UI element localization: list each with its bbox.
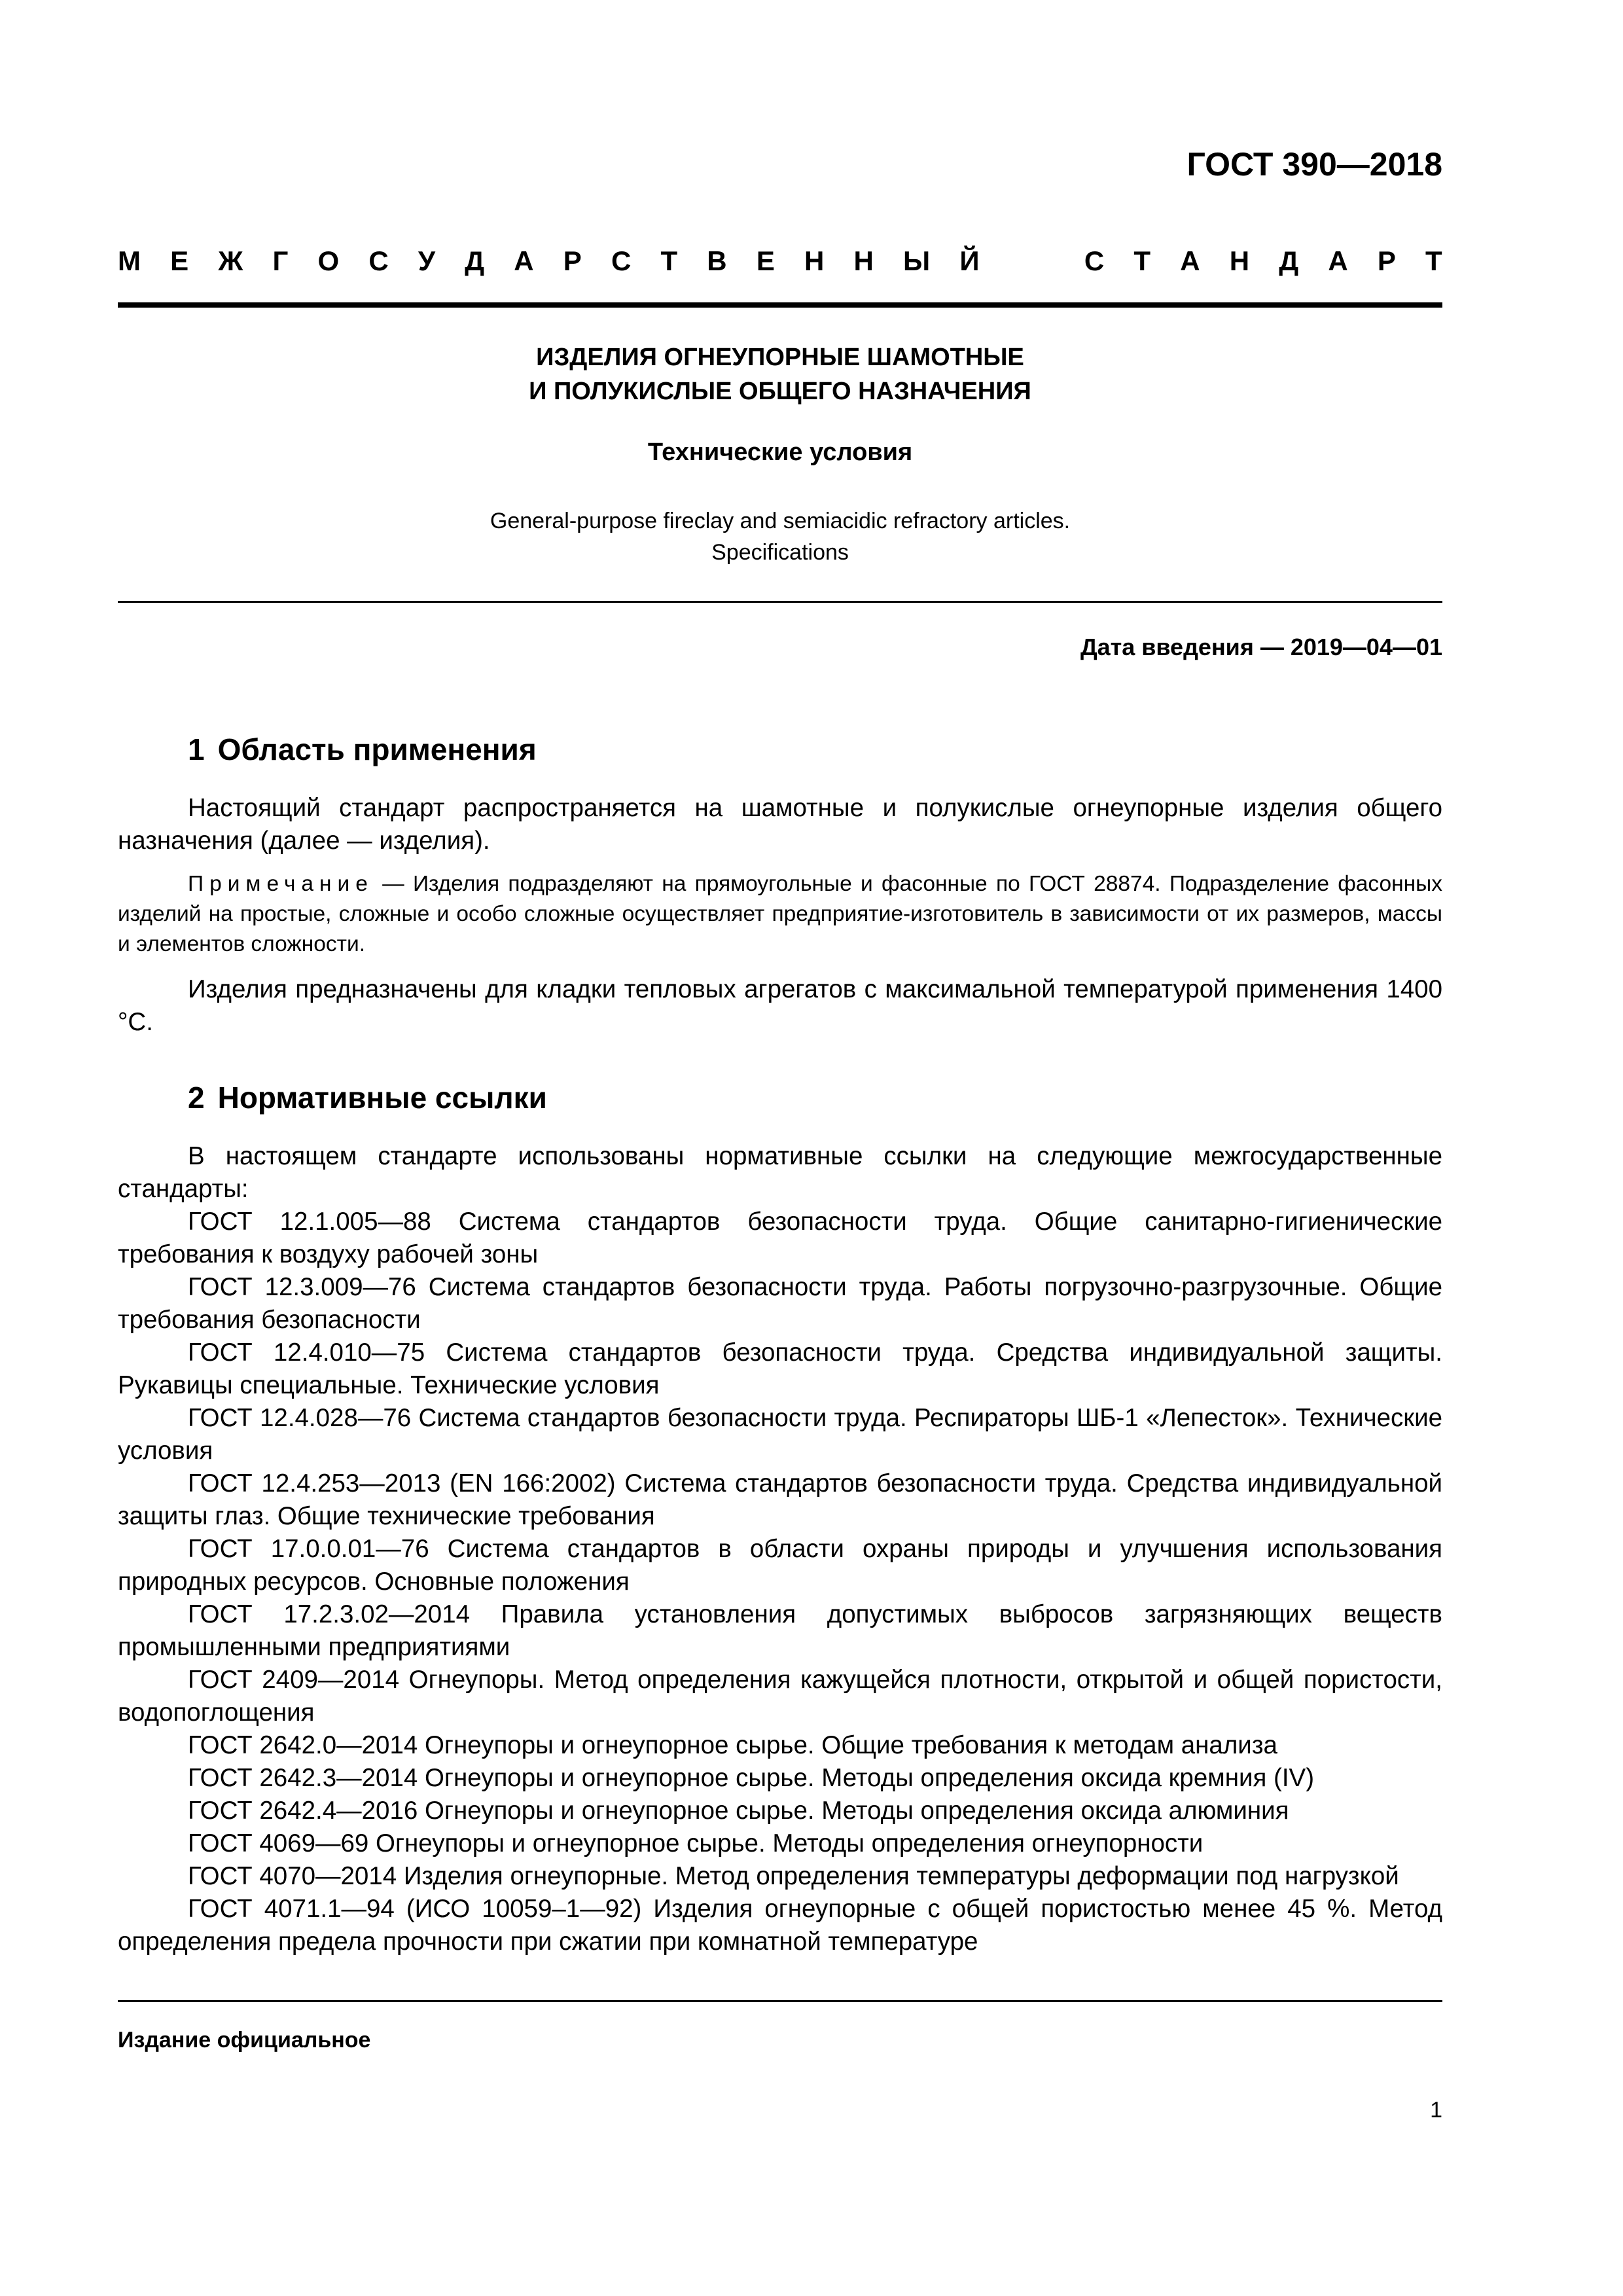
banner-letter: У bbox=[418, 245, 435, 276]
banner-letter: М bbox=[118, 245, 141, 276]
banner-letter: Й bbox=[959, 245, 980, 276]
banner-letter: А bbox=[1328, 245, 1348, 276]
banner-letter: В bbox=[707, 245, 727, 276]
banner-letter: Е bbox=[756, 245, 775, 276]
section-1-paragraph-2: Изделия предназначены для кладки тепловых агрегатов с максимальной температурой применения 1400 °С. bbox=[118, 975, 1442, 1036]
section-2-intro: В настоящем стандарте использованы нормативные ссылки на следующие межгосударственные стандарты: bbox=[118, 1142, 1442, 1203]
section-1-note bbox=[118, 869, 1442, 960]
section-1-title: Область применения bbox=[217, 732, 537, 766]
reference-item: ГОСТ 12.4.253—2013 (EN 166:2002) Система стандартов безопасности труда. Средства индивидуальной защиты глаз. Общие технические требования bbox=[118, 1469, 1442, 1530]
banner-letter: С bbox=[1084, 245, 1105, 276]
reference-item: ГОСТ 17.2.3.02—2014 Правила установления допустимых выбросов загрязняющих веществ промышленными предприятиями bbox=[118, 1600, 1442, 1661]
banner-letter: Ы bbox=[903, 245, 931, 276]
reference-item: ГОСТ 17.0.0.01—76 Система стандартов в области охраны природы и улучшения использования природных ресурсов. Основные положения bbox=[118, 1535, 1442, 1596]
reference-item: ГОСТ 12.4.010—75 Система стандартов безопасности труда. Средства индивидуальной защиты. Рукавицы специальные. Технические условия bbox=[118, 1338, 1442, 1399]
banner-letter: Т bbox=[1133, 245, 1151, 276]
document-title-en bbox=[118, 505, 1442, 568]
section-1-number: 1 bbox=[188, 732, 205, 766]
reference-item: ГОСТ 2642.4—2016 Огнеупоры и огнеупорное сырье. Методы определения оксида алюминия bbox=[188, 1797, 1289, 1825]
title-rule bbox=[118, 601, 1442, 603]
banner-letter: Д bbox=[1279, 245, 1299, 276]
banner-letter: Т bbox=[1425, 245, 1442, 276]
note-label: Примечание bbox=[188, 872, 374, 896]
reference-item: ГОСТ 12.1.005—88 Система стандартов безопасности труда. Общие санитарно-гигиенические требования к воздуху рабочей зоны bbox=[118, 1208, 1442, 1268]
reference-item: ГОСТ 12.4.028—76 Система стандартов безопасности труда. Респираторы ШБ-1 «Лепесток». Технические условия bbox=[118, 1404, 1442, 1465]
reference-item: ГОСТ 4069—69 Огнеупоры и огнеупорное сырье. Методы определения огнеупорности bbox=[188, 1829, 1204, 1857]
banner-letter: А bbox=[1180, 245, 1200, 276]
reference-item: ГОСТ 2409—2014 Огнеупоры. Метод определения кажущейся плотности, открытой и общей пористости, водопоглощения bbox=[118, 1666, 1442, 1727]
title-en-line-1: General-purpose fireclay and semiacidic refractory articles. bbox=[490, 509, 1071, 533]
title-ru-line-1: ИЗДЕЛИЯ ОГНЕУПОРНЫЕ ШАМОТНЫЕ bbox=[536, 344, 1024, 371]
normative-references-list bbox=[118, 1206, 1442, 1958]
reference-item: ГОСТ 4070—2014 Изделия огнеупорные. Метод определения температуры деформации под нагрузкой bbox=[188, 1862, 1399, 1890]
banner-letter: Р bbox=[563, 245, 582, 276]
note-text: — Изделия подразделяют на прямоугольные и фасонные по ГОСТ 28874. Подразделение фасонных изделий на простые, сложные и особо сложные осуществляет предприятие-изготовитель в зависимости от их размеров, массы и элементов сложности. bbox=[118, 872, 1442, 956]
document-number: ГОСТ 390—2018 bbox=[1186, 146, 1442, 183]
banner-letter: Т bbox=[660, 245, 678, 276]
section-2-title: Нормативные ссылки bbox=[217, 1081, 547, 1115]
banner-letter: Н bbox=[1229, 245, 1250, 276]
banner-letter: Ж bbox=[218, 245, 243, 276]
reference-item: ГОСТ 12.3.009—76 Система стандартов безопасности труда. Работы погрузочно-разгрузочные. Общие требования безопасности bbox=[118, 1273, 1442, 1334]
banner-letter: Н bbox=[853, 245, 874, 276]
document-subtitle: Технические условия bbox=[647, 439, 913, 466]
banner-letter: Д bbox=[465, 245, 485, 276]
banner-letter: О bbox=[317, 245, 340, 276]
page-number: 1 bbox=[1430, 2098, 1442, 2123]
banner-letter: С bbox=[368, 245, 389, 276]
reference-item: ГОСТ 2642.0—2014 Огнеупоры и огнеупорное сырье. Общие требования к методам анализа bbox=[188, 1731, 1277, 1759]
banner-letter: А bbox=[514, 245, 534, 276]
header-rule bbox=[118, 302, 1442, 308]
reference-item: ГОСТ 4071.1—94 (ИСО 10059–1—92) Изделия огнеупорные с общей пористостью менее 45 %. Метод определения предела прочности при сжатии при комнатной температуре bbox=[118, 1895, 1442, 1956]
banner-gap bbox=[1009, 245, 1055, 277]
section-2-heading bbox=[118, 1080, 1442, 1115]
section-1-heading bbox=[118, 732, 1442, 767]
banner-letter: Е bbox=[170, 245, 189, 276]
introduction-date: Дата введения — 2019—04—01 bbox=[1080, 634, 1442, 660]
banner-letter: Г bbox=[272, 245, 289, 276]
standard-type-banner bbox=[118, 245, 1442, 277]
reference-item: ГОСТ 2642.3—2014 Огнеупоры и огнеупорное сырье. Методы определения оксида кремния (IV) bbox=[188, 1764, 1315, 1792]
title-ru-line-2: И ПОЛУКИСЛЫЕ ОБЩЕГО НАЗНАЧЕНИЯ bbox=[529, 378, 1031, 405]
banner-letter: С bbox=[611, 245, 632, 276]
edition-label: Издание официальное bbox=[118, 2028, 371, 2053]
title-en-line-2: Specifications bbox=[711, 540, 849, 565]
footer-rule bbox=[118, 2000, 1442, 2002]
section-1-paragraph-1: Настоящий стандарт распространяется на шамотные и полукислые огнеупорные изделия общего назначения (далее — изделия). bbox=[118, 794, 1442, 855]
banner-letter: Н bbox=[804, 245, 825, 276]
document-title-ru bbox=[118, 340, 1442, 408]
banner-letter: Р bbox=[1377, 245, 1396, 276]
section-2-number: 2 bbox=[188, 1081, 205, 1115]
